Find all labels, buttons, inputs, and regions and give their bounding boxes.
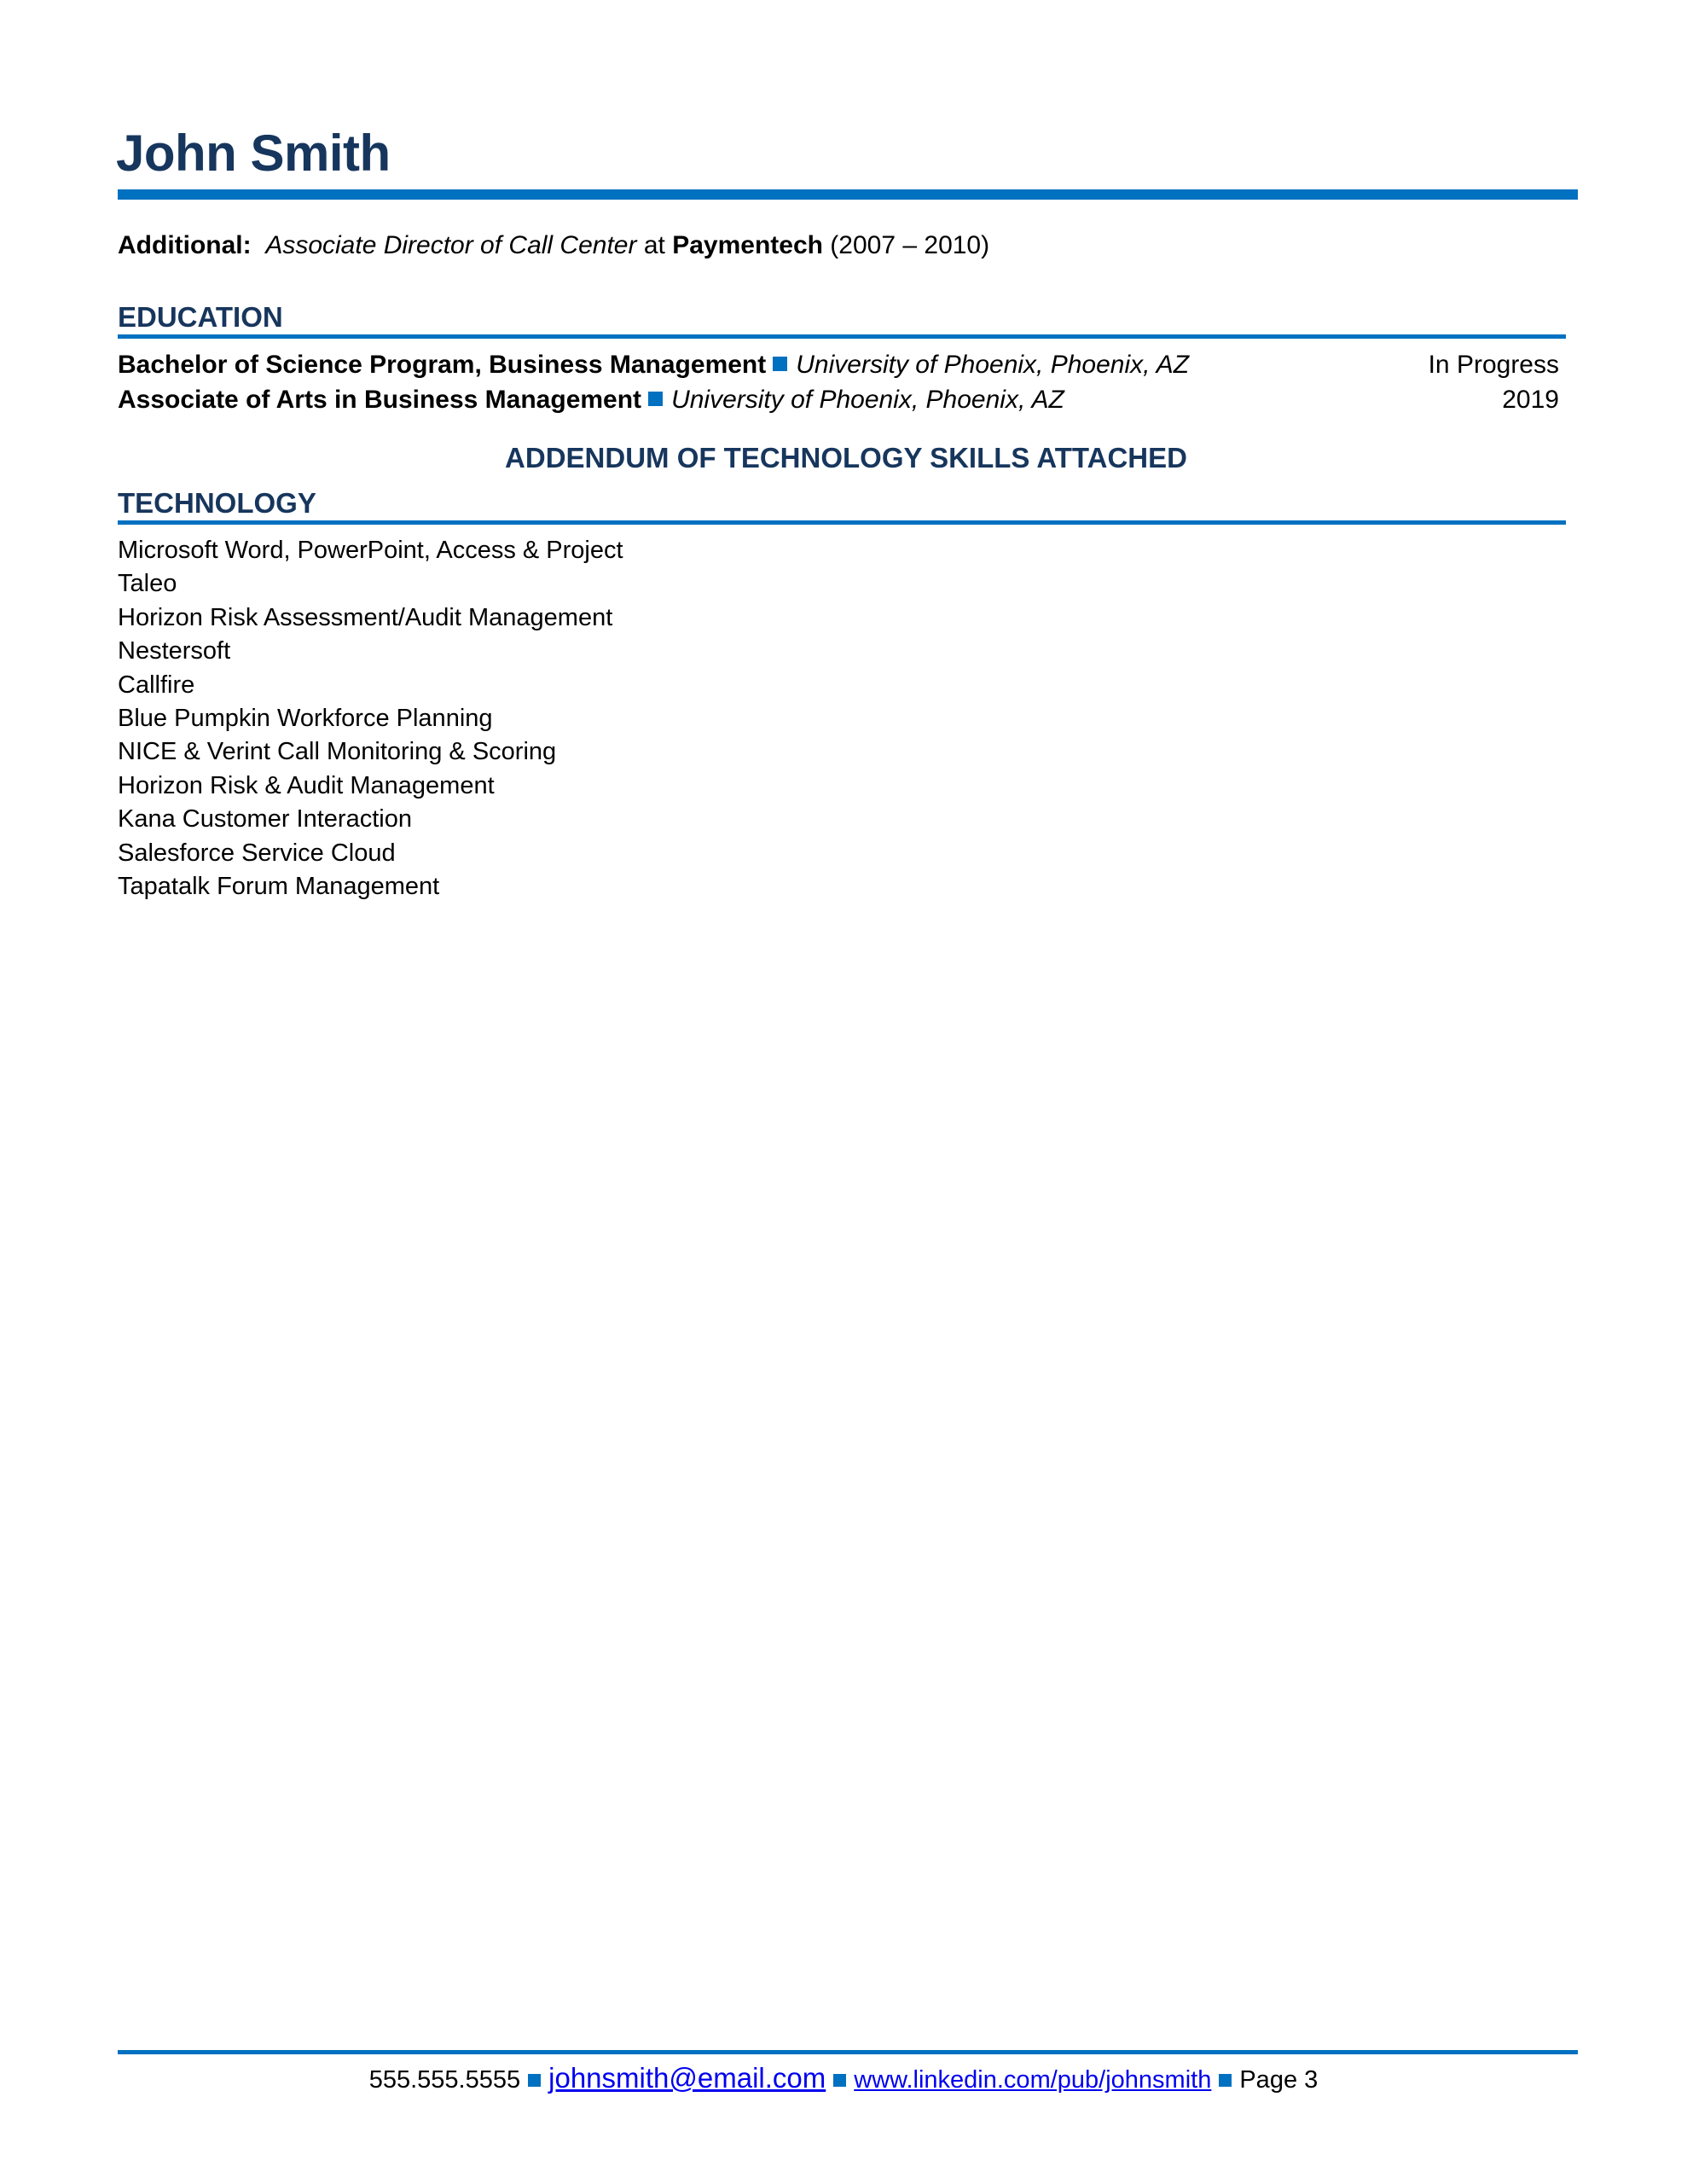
list-item: Salesforce Service Cloud (118, 839, 396, 867)
square-bullet-icon (648, 392, 663, 406)
education-school: University of Phoenix, Phoenix, AZ (671, 386, 1064, 414)
footer-contact (0, 2063, 1687, 2095)
list-item: Tapatalk Forum Management (118, 873, 440, 901)
footer-linkedin-link[interactable]: www.linkedin.com/pub/johnsmith (854, 2066, 1212, 2094)
technology-rule (118, 520, 1566, 525)
education-entry (118, 350, 1559, 380)
additional-line (118, 230, 989, 261)
education-degree: Associate of Arts in Business Management (118, 386, 642, 414)
additional-connector: at (643, 231, 665, 259)
footer-rule (118, 2050, 1578, 2054)
education-rule (118, 334, 1566, 339)
square-bullet-icon (1219, 2074, 1232, 2087)
header-rule (118, 189, 1578, 200)
education-status: In Progress (1428, 351, 1559, 379)
footer-page-number: Page 3 (1239, 2066, 1319, 2094)
addendum-text: ADDENDUM OF TECHNOLOGY SKILLS ATTACHED (505, 442, 1187, 473)
square-bullet-icon (773, 357, 787, 371)
footer-email-link[interactable]: johnsmith@email.com (548, 2062, 826, 2094)
education-status: 2019 (1502, 386, 1559, 414)
list-item: Horizon Risk Assessment/Audit Management (118, 603, 613, 631)
list-item: Kana Customer Interaction (118, 805, 412, 834)
education-school: University of Phoenix, Phoenix, AZ (796, 351, 1190, 379)
list-item: Horizon Risk & Audit Management (118, 771, 495, 799)
list-item: Callfire (118, 671, 195, 699)
additional-label: Additional: (118, 231, 252, 259)
footer-phone: 555.555.5555 (368, 2066, 521, 2094)
square-bullet-icon (833, 2074, 846, 2087)
education-degree: Bachelor of Science Program, Business Management (118, 351, 767, 379)
education-heading: EDUCATION (118, 301, 283, 333)
square-bullet-icon (528, 2074, 541, 2087)
technology-heading: TECHNOLOGY (118, 487, 316, 519)
additional-dates: (2007 – 2010) (830, 231, 990, 259)
technology-list (118, 534, 623, 903)
education-entry (118, 385, 1559, 415)
list-item: Microsoft Word, PowerPoint, Access & Project (118, 537, 623, 564)
list-item: Blue Pumpkin Workforce Planning (118, 705, 493, 733)
list-item: NICE & Verint Call Monitoring & Scoring (118, 738, 557, 766)
addendum-notice (0, 444, 1687, 472)
additional-company: Paymentech (672, 231, 823, 259)
list-item: Taleo (118, 570, 177, 598)
additional-role: Associate Director of Call Center (265, 231, 637, 259)
list-item: Nestersoft (118, 637, 231, 665)
candidate-name: John Smith (116, 125, 391, 182)
